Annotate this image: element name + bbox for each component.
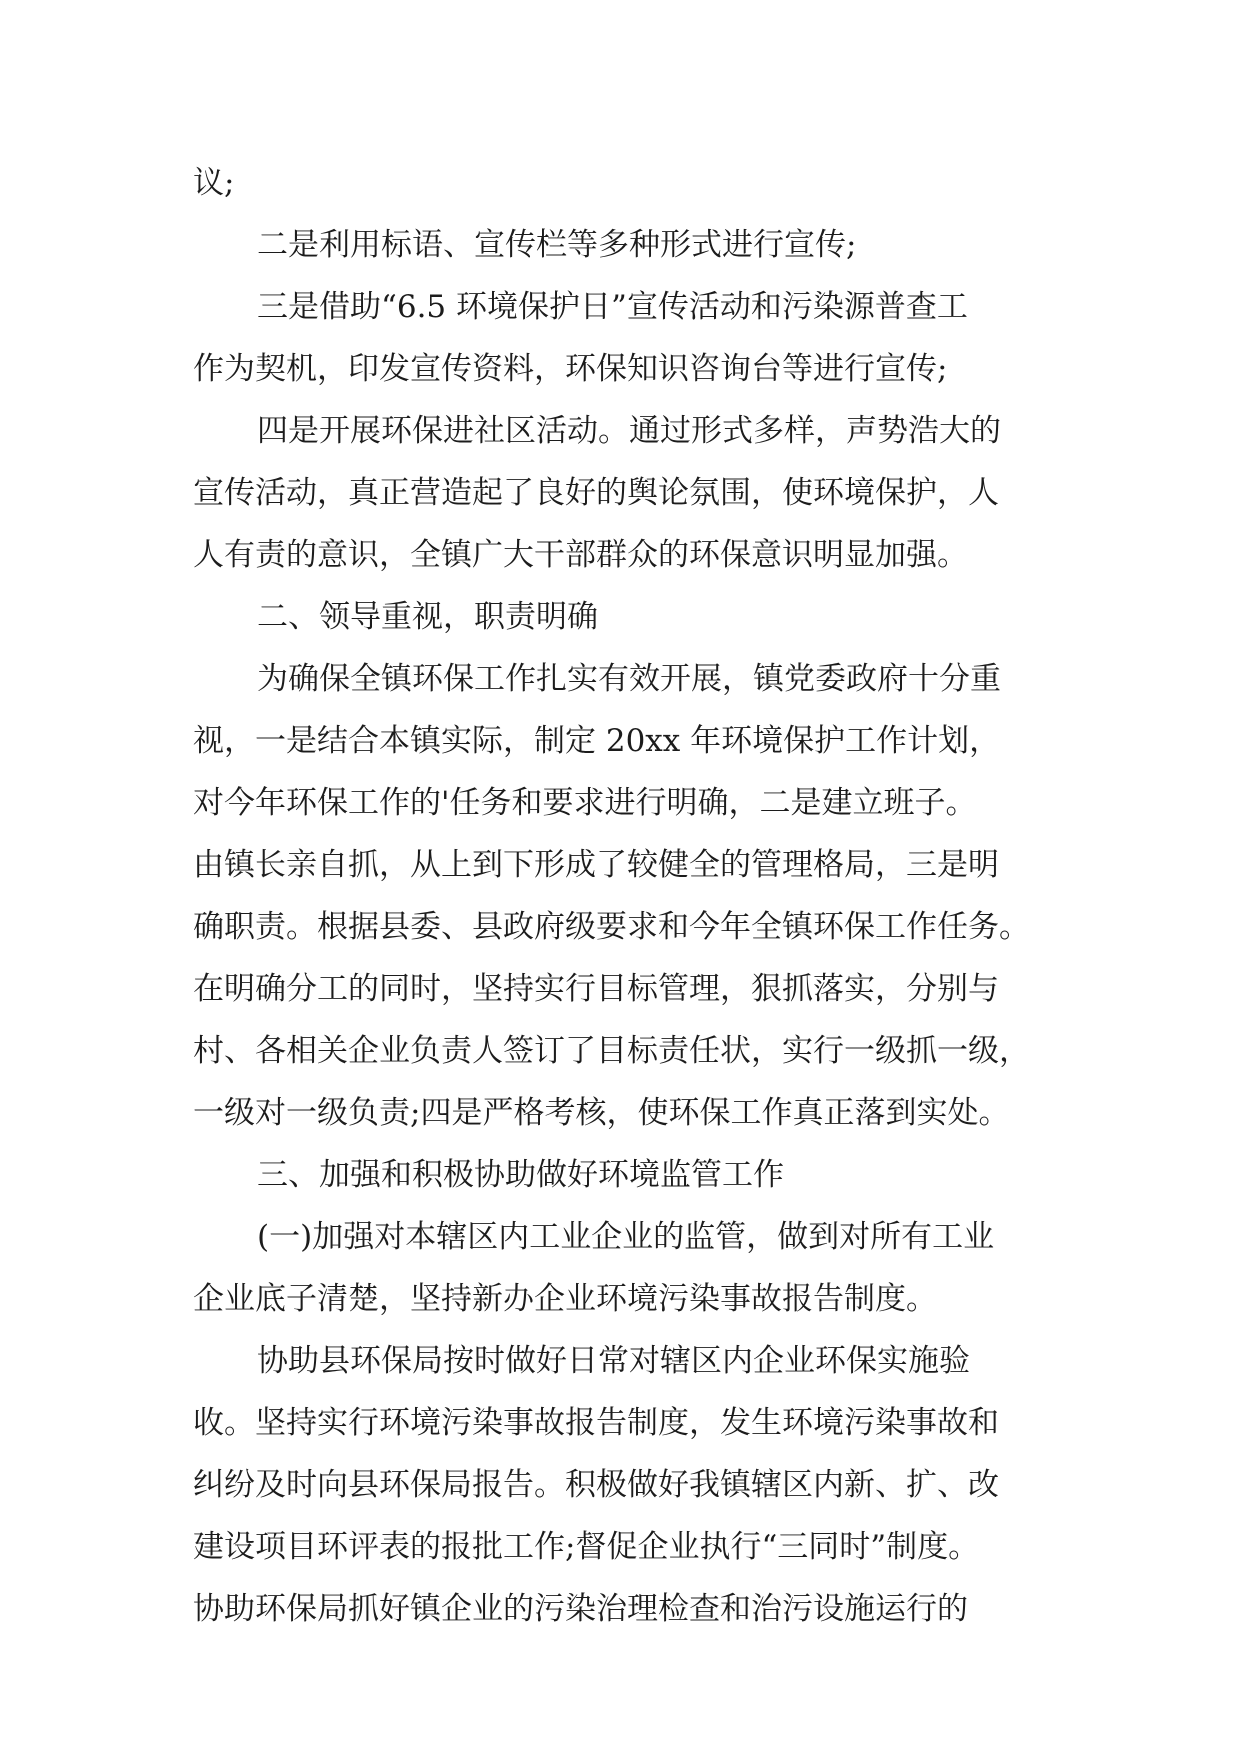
text-line: 四是开展环保进社区活动。通过形式多样，声势浩大的: [257, 413, 1001, 449]
text-line: 企业底子清楚，坚持新办企业环境污染事故报告制度。: [193, 1281, 937, 1317]
text-line: 视，一是结合本镇实际，制定 20xx 年环境保护工作计划，: [193, 723, 1001, 759]
text-line: 建设项目环评表的报批工作;督促企业执行“三同时”制度。: [193, 1529, 980, 1565]
text-line: 作为契机，印发宣传资料，环保知识咨询台等进行宣传;: [193, 351, 948, 387]
text-line: 议;: [193, 165, 235, 201]
text-line: 收。坚持实行环境污染事故报告制度，发生环境污染事故和: [193, 1405, 999, 1441]
text-line: (一)加强对本辖区内工业企业的监管，做到对所有工业: [257, 1219, 995, 1255]
text-line: 纠纷及时向县环保局报告。积极做好我镇辖区内新、扩、改: [193, 1467, 999, 1503]
text-line: 协助县环保局按时做好日常对辖区内企业环保实施验: [257, 1343, 970, 1379]
text-line: 为确保全镇环保工作扎实有效开展，镇党委政府十分重: [257, 661, 1001, 697]
section-heading: 二、领导重视，职责明确: [257, 599, 598, 635]
text-line: 一级对一级负责;四是严格考核，使环保工作真正落到实处。: [193, 1095, 1010, 1131]
text-line: 二是利用标语、宣传栏等多种形式进行宣传;: [257, 227, 857, 263]
section-heading: 三、加强和积极协助做好环境监管工作: [257, 1157, 784, 1193]
text-line: 确职责。根据县委、县政府级要求和今年全镇环保工作任务。: [193, 909, 1030, 945]
text-line: 三是借助“6.5 环境保护日”宣传活动和污染源普查工: [257, 289, 968, 325]
text-line: 在明确分工的同时，坚持实行目标管理，狠抓落实，分别与: [193, 971, 999, 1007]
text-line: 人有责的意识，全镇广大干部群众的环保意识明显加强。: [193, 537, 968, 573]
text-line: 由镇长亲自抓，从上到下形成了较健全的管理格局，三是明: [193, 847, 999, 883]
text-line: 宣传活动，真正营造起了良好的舆论氛围，使环境保护，人: [193, 475, 999, 511]
text-line: 协助环保局抓好镇企业的污染治理检查和治污设施运行的: [193, 1591, 968, 1627]
text-line: 对今年环保工作的'任务和要求进行明确，二是建立班子。: [193, 785, 977, 821]
text-line: 村、各相关企业负责人签订了目标责任状，实行一级抓一级，: [193, 1033, 1030, 1069]
